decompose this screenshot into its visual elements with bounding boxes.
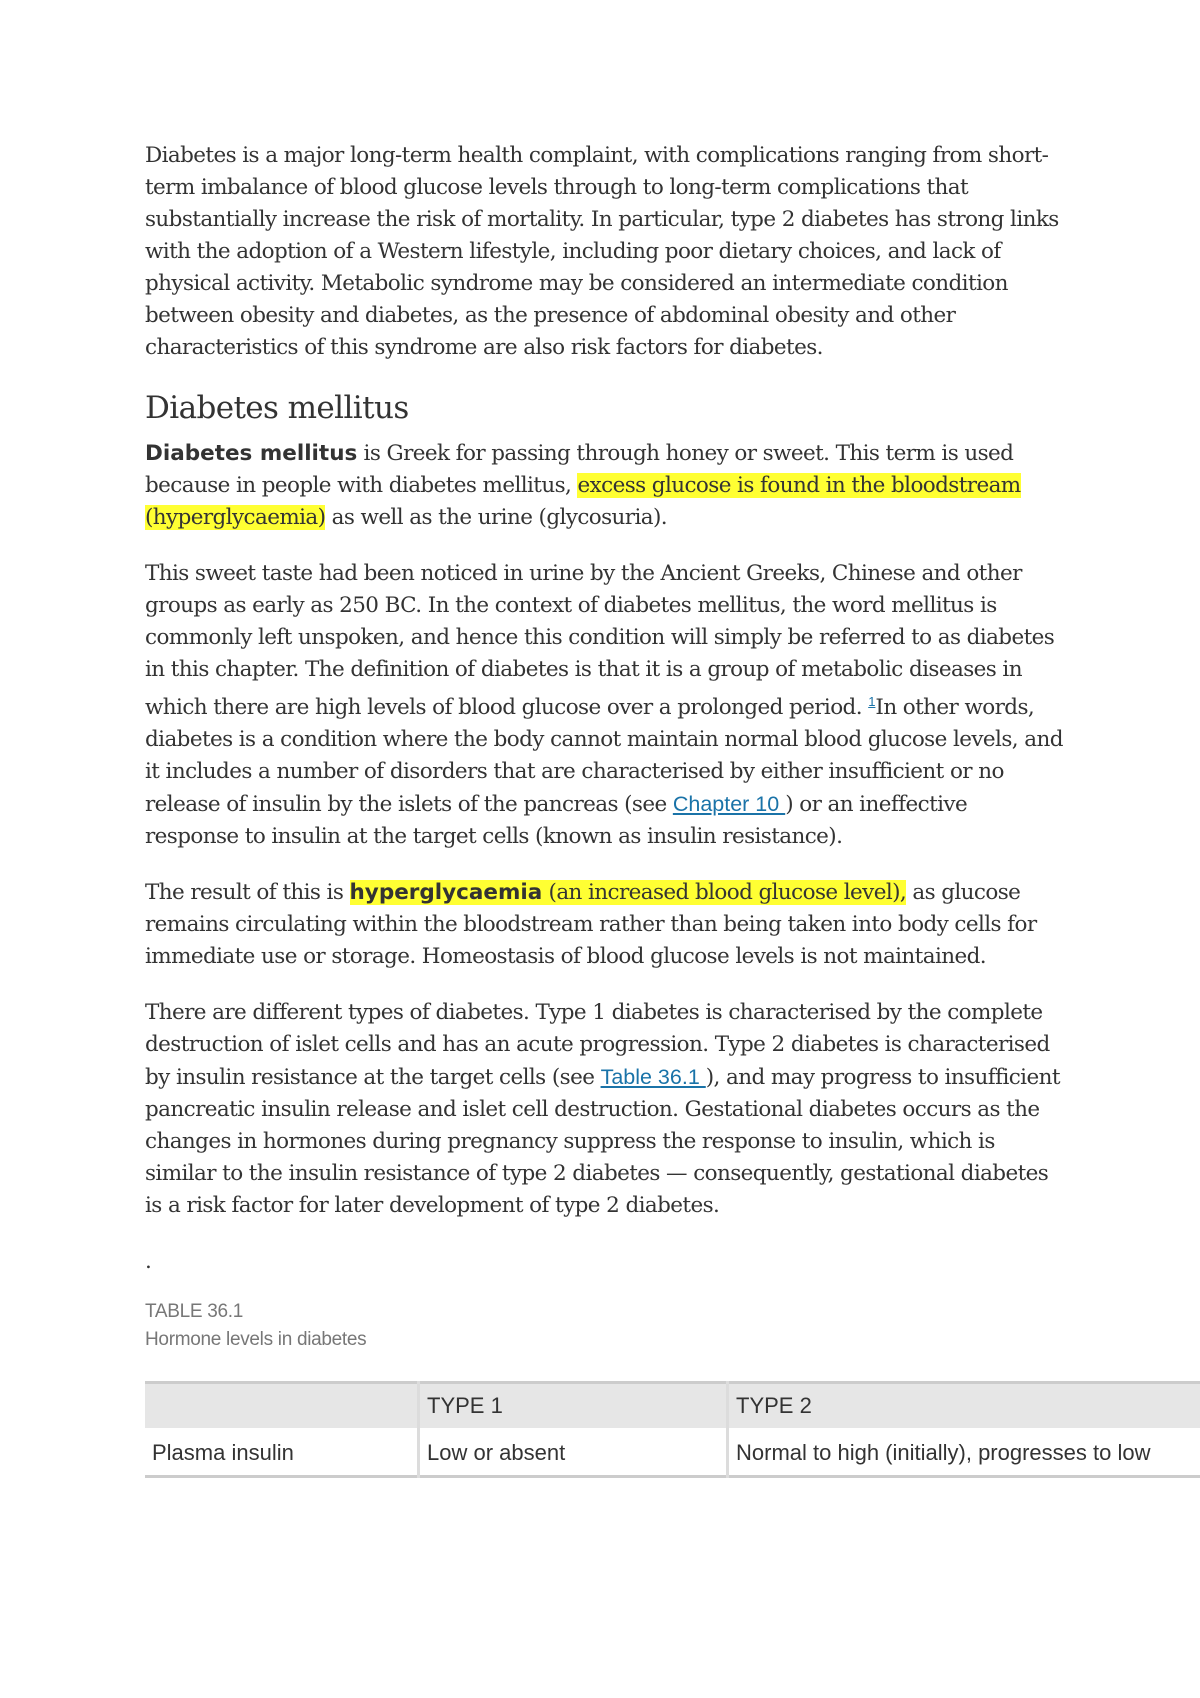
document-page <box>145 140 1200 1478</box>
definition-paragraph <box>145 438 1065 534</box>
separator-dot: . <box>145 1249 152 1275</box>
types-paragraph <box>145 997 1065 1222</box>
definition-text-end: as well as the urine (glycosuria). <box>325 505 667 530</box>
highlight-excess-glucose: excess glucose is found in the bloodstream (hyperglycaemia) <box>145 473 1021 530</box>
result-text-end: as glucose remains circulating within the bloodstream rather than being taken into body cells for immediate use or storage. Homeostasis of blood glucose levels is not maintained. <box>145 880 1037 970</box>
highlight-definition: (an increased blood glucose level), <box>542 880 907 906</box>
table-header-row <box>145 1383 1200 1430</box>
term-diabetes-mellitus: Diabetes mellitus <box>145 441 358 466</box>
term-hyperglycaemia: hyperglycaemia <box>349 880 543 906</box>
hormone-levels-table <box>145 1381 1200 1478</box>
highlight-hyperglycaemia <box>350 880 907 905</box>
footnote-ref-link[interactable]: 1 <box>868 694 876 709</box>
table-36-1-link[interactable]: Table 36.1 <box>600 1065 706 1090</box>
types-text-end: ), and may progress to insufficient pancreatic insulin release and islet cell destruction. Gestational diabetes occurs as the changes in hormones during pregnancy suppress the response to insulin, which is similar to the insulin resistance of type 2 diabetes — consequently, gestational diabetes is a risk factor for later development of type 2 diabetes. <box>145 1065 1060 1219</box>
types-text: There are different types of diabetes. Type 1 diabetes is characterised by the complete destruction of islet cells and has an acute progression. Type 2 diabetes is characterised by insulin resistance at the target cells (see <box>145 1000 1050 1091</box>
table-cell: Low or absent <box>419 1430 728 1477</box>
table-header-cell: TYPE 1 <box>419 1383 728 1430</box>
table-label: TABLE 36.1 <box>145 1301 244 1323</box>
history-text-middle: In other words, diabetes is a condition where the body cannot maintain normal blood glucose levels, and it includes a number of disorders that are characterised by either insufficient or no release of insulin by the islets of the pancreas (see <box>145 695 1063 818</box>
intro-paragraph: Diabetes is a major long-term health complaint, with complications ranging from short-term imbalance of blood glucose levels through to long-term complications that substantially increase the risk of mortality. In particular, type 2 diabetes has strong links with the adoption of a Western lifestyle, including poor dietary choices, and lack of physical activity. Metabolic syndrome may be considered an intermediate condition between obesity and diabetes, as the presence of abdominal obesity and other characteristics of this syndrome are also risk factors for diabetes. <box>145 143 1059 360</box>
body-text <box>145 140 1065 1278</box>
result-text: The result of this is <box>145 880 350 906</box>
table-cell: Plasma insulin <box>145 1430 419 1477</box>
table-header-cell: TYPE 2 <box>736 1393 812 1419</box>
chapter-10-link[interactable]: Chapter 10 <box>672 792 786 817</box>
table-cell: Normal to high (initially), progresses to low <box>736 1440 1151 1466</box>
table-row <box>145 1430 1200 1477</box>
history-text: This sweet taste had been noticed in urine by the Ancient Greeks, Chinese and other groups as early as 250 BC. In the context of diabetes mellitus, the word mellitus is commonly left unspoken, and hence this condition will simply be referred to as diabetes in this chapter. The definition of diabetes is that it is a group of metabolic diseases in which there are high levels of blood glucose over a prolonged period. <box>145 561 1055 721</box>
definition-text: is Greek for passing through honey or sweet. This term is used because in people with diabetes mellitus, <box>145 441 1014 498</box>
section-heading: Diabetes mellitus <box>145 390 409 426</box>
history-paragraph <box>145 558 1065 853</box>
table-caption: Hormone levels in diabetes <box>145 1329 367 1351</box>
table-header-cell <box>145 1383 419 1430</box>
history-text-end: ) or an ineffective response to insulin at the target cells (known as insulin resistance). <box>145 792 968 850</box>
result-paragraph <box>145 877 1065 973</box>
